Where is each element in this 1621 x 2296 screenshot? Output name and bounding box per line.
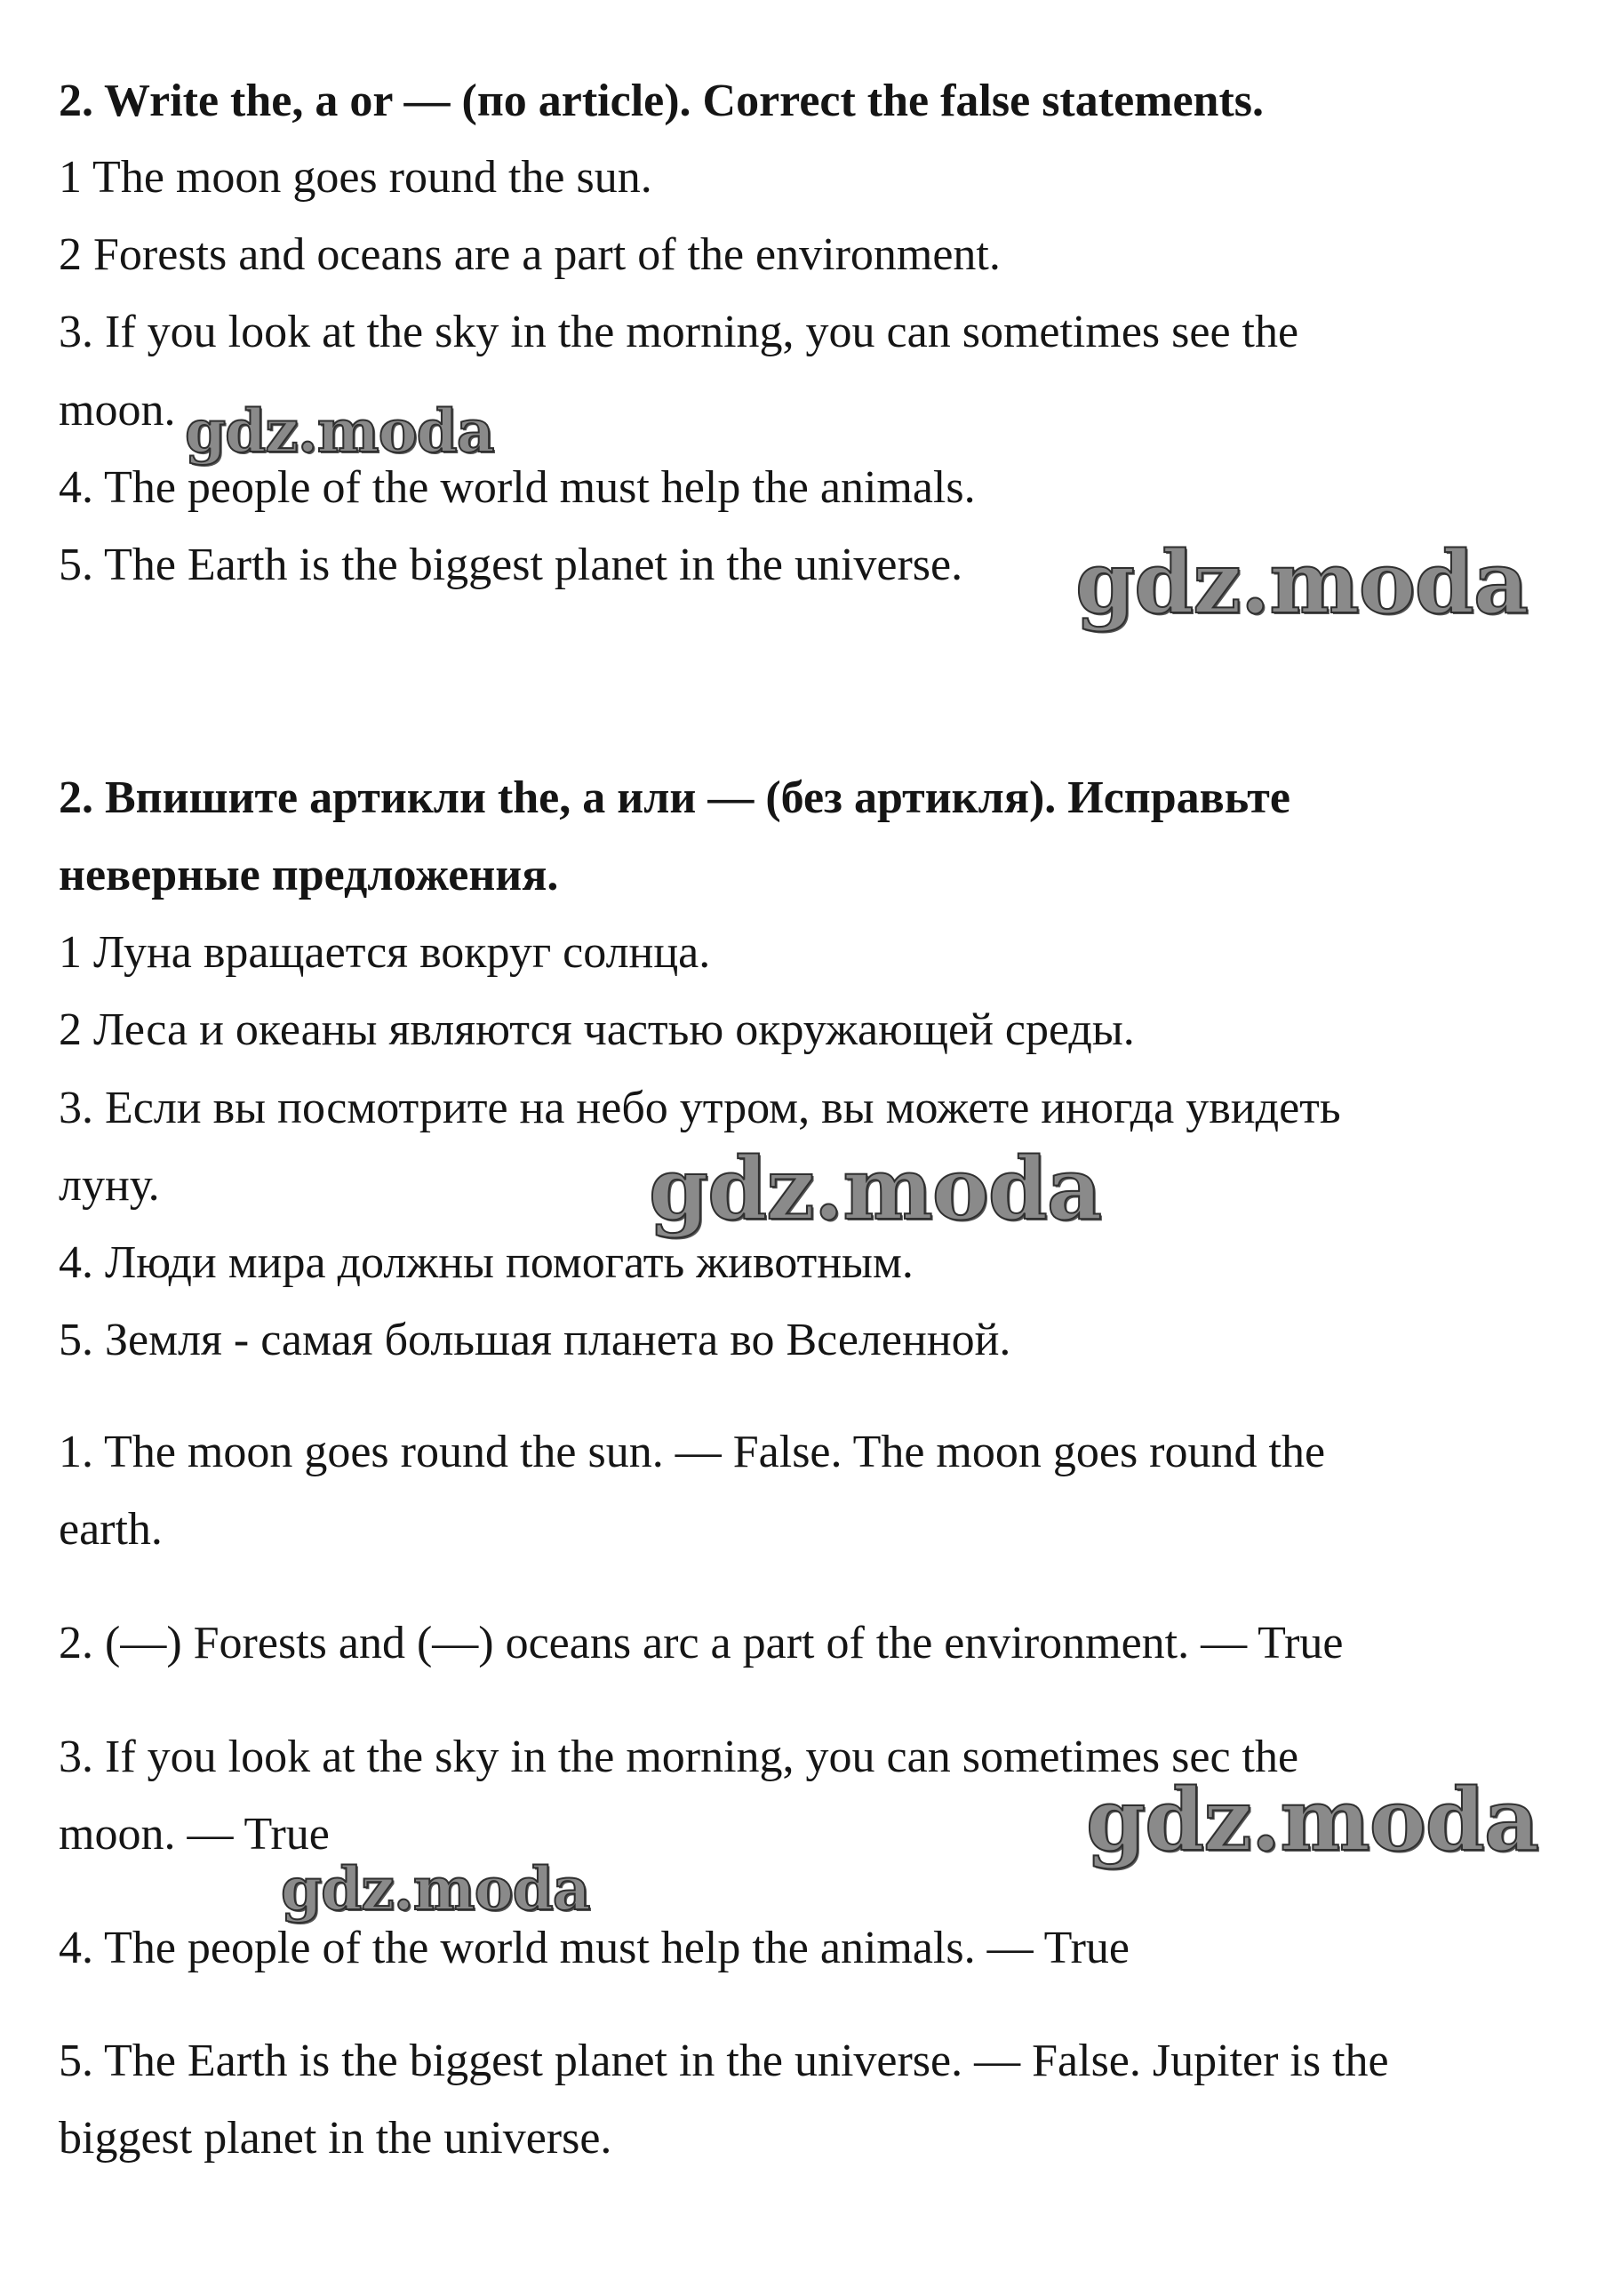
answer-2: 2. (—) Forests and (—) oceans arc a part of the environment. — True [59, 1618, 1344, 1668]
english-item-3-continued: moon. [59, 385, 176, 436]
watermark-logo: gdz.moda [649, 1139, 1102, 1239]
english-item-4: 4. The people of the world must help the animals. [59, 462, 976, 513]
answer-5-line-1: 5. The Earth is the biggest planet in the universe. — False. Jupiter is the [59, 2036, 1389, 2086]
watermark-logo: gdz.moda [281, 1854, 590, 1924]
english-item-3: 3. If you look at the sky in the morning, you can sometimes see the [59, 307, 1299, 357]
english-item-5: 5. The Earth is the biggest planet in the universe. [59, 540, 963, 590]
russian-task-heading-line-2: неверные предложения. [59, 850, 559, 900]
russian-item-2: 2 Леса и океаны являются частью окружающей среды. [59, 1004, 1135, 1055]
english-item-2: 2 Forests and oceans are a part of the environment. [59, 229, 1001, 280]
watermark-logo: gdz.moda [1075, 532, 1529, 633]
answer-1-line-2: earth. [59, 1504, 163, 1555]
russian-item-4: 4. Люди мира должны помогать животным. [59, 1237, 914, 1288]
russian-task-heading-line-1: 2. Впишите артикли the, а или — (без артикля). Исправьте [59, 772, 1290, 823]
russian-item-5: 5. Земля - самая большая планета во Вселенной. [59, 1315, 1011, 1365]
answer-5-line-2: biggest planet in the universe. [59, 2113, 612, 2164]
answer-1-line-1: 1. The moon goes round the sun. — False. The moon goes round the [59, 1427, 1326, 1477]
russian-item-1: 1 Луна вращается вокруг солнца. [59, 927, 711, 978]
answer-4: 4. The people of the world must help the animals. — True [59, 1923, 1130, 1973]
answer-3-line-2: moon. — True [59, 1809, 330, 1860]
watermark-logo: gdz.moda [185, 396, 494, 466]
russian-item-3: 3. Если вы посмотрите на небо утром, вы можете иногда увидеть [59, 1083, 1341, 1133]
english-task-heading: 2. Write the, a or — (по article). Correct the false statements. [59, 76, 1265, 126]
russian-item-3-continued: луну. [59, 1160, 160, 1211]
answer-3-line-1: 3. If you look at the sky in the morning, you can sometimes sec the [59, 1732, 1299, 1782]
english-item-1: 1 The moon goes round the sun. [59, 152, 652, 203]
watermark-logo: gdz.moda [1086, 1770, 1539, 1870]
